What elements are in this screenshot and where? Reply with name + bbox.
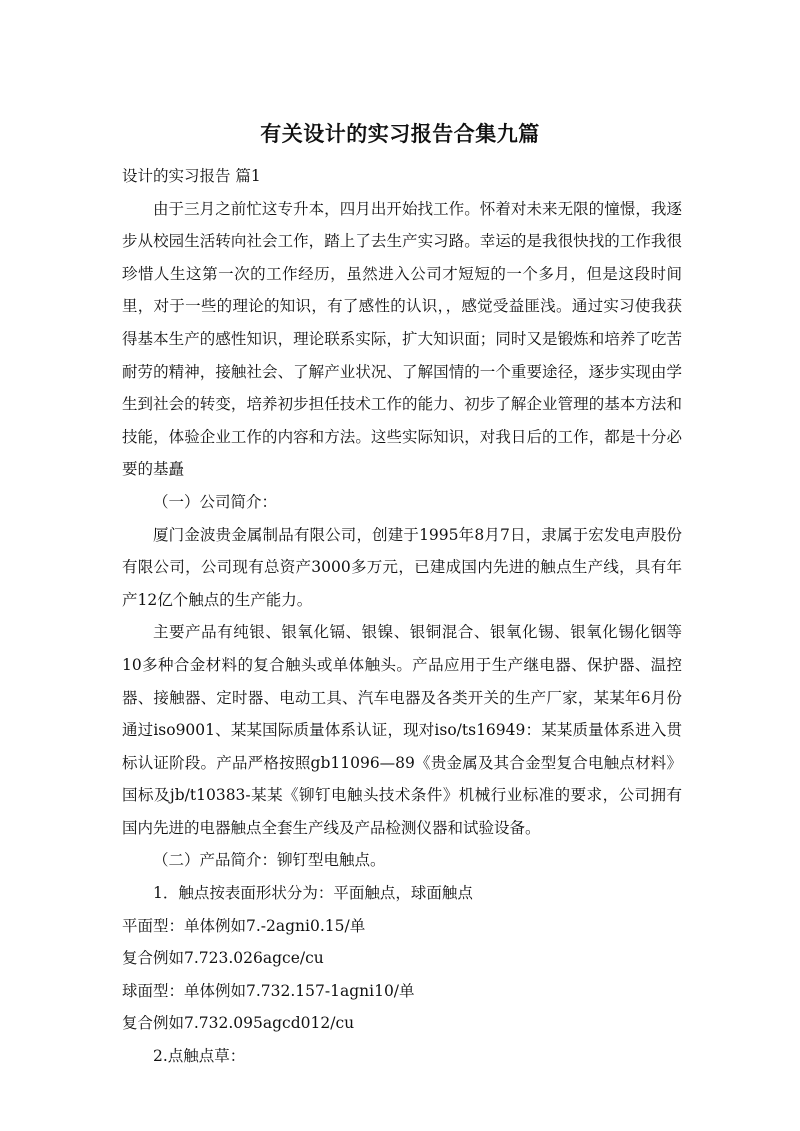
paragraph: 主要产品有纯银、银氧化镉、银镍、银铜混合、银氧化锡、银氧化锡化铟等10多种合金材料的复合触头或单体触头。产品应用于生产继电器、保护器、温控器、接触器、定时器、电动工具、汽车电器及各类开关的生产厂家，某某年6月份通过iso9001、某某国际质量体系认证，现对iso/ts16949：某某质量体系进入贯标认证阶段。产品严格按照gb11096—89《贵金属及其合金型复合电触点材料》国标及jb/t10383-某某《铆钉电触头技术条件》机械行业标准的要求，公司拥有国内先进的电器触点全套生产线及产品检测仪器和试验设备。 xyxy=(122,623,682,837)
paragraph: 由于三月之前忙这专升本，四月出开始找工作。怀着对未来无限的憧憬，我逐步从校园生活转向社会工作，踏上了去生产实习路。幸运的是我很快找的工作我很珍惜人生这第一次的工作经历，虽然进入公司才短短的一个多月，但是这段时间里，对于一些的理论的知识，有了感性的认识，，感觉受益匪浅。通过实习使我获得基本生产的感性知识，理论联系实际，扩大知识面；同时又是锻炼和培养了吃苦耐劳的精神，接触社会、了解产业状况、了解国情的一个重要途径，逐步实现由学生到社会的转变，培养初步担任技术工作的能力、初步了解企业管理的基本方法和技能，体验企业工作的内容和方法。这些实际知识，对我日后的工作，都是十分必要的基矗 xyxy=(122,199,682,479)
example-line: 复合例如7.723.026agce/cu xyxy=(122,949,324,968)
example-line: 平面型：单体例如7.-2agni0.15/单 xyxy=(122,916,366,935)
section-heading: 设计的实习报告 篇1 xyxy=(122,167,261,185)
example-line: 复合例如7.732.095agcd012/cu xyxy=(122,1014,355,1033)
subsection-heading: （二）产品简介：铆钉型电触点。 xyxy=(153,851,386,870)
example-line: 球面型：单体例如7.732.157-1agni10/单 xyxy=(122,981,415,1000)
document-body xyxy=(122,160,682,1073)
document-title: 有关设计的实习报告合集九篇 xyxy=(260,122,540,146)
list-item: 2.点触点草： xyxy=(153,1047,246,1066)
subsection-heading: （一）公司简介： xyxy=(153,492,278,511)
paragraph: 厦门金波贵金属制品有限公司，创建于1995年8月7日，隶属于宏发电声股份有限公司，公司现有总资产3000多万元，已建成国内先进的触点生产线，具有年产12亿个触点的生产能力。 xyxy=(122,525,682,609)
list-item: 1．触点按表面形状分为：平面触点，球面触点 xyxy=(153,884,473,903)
